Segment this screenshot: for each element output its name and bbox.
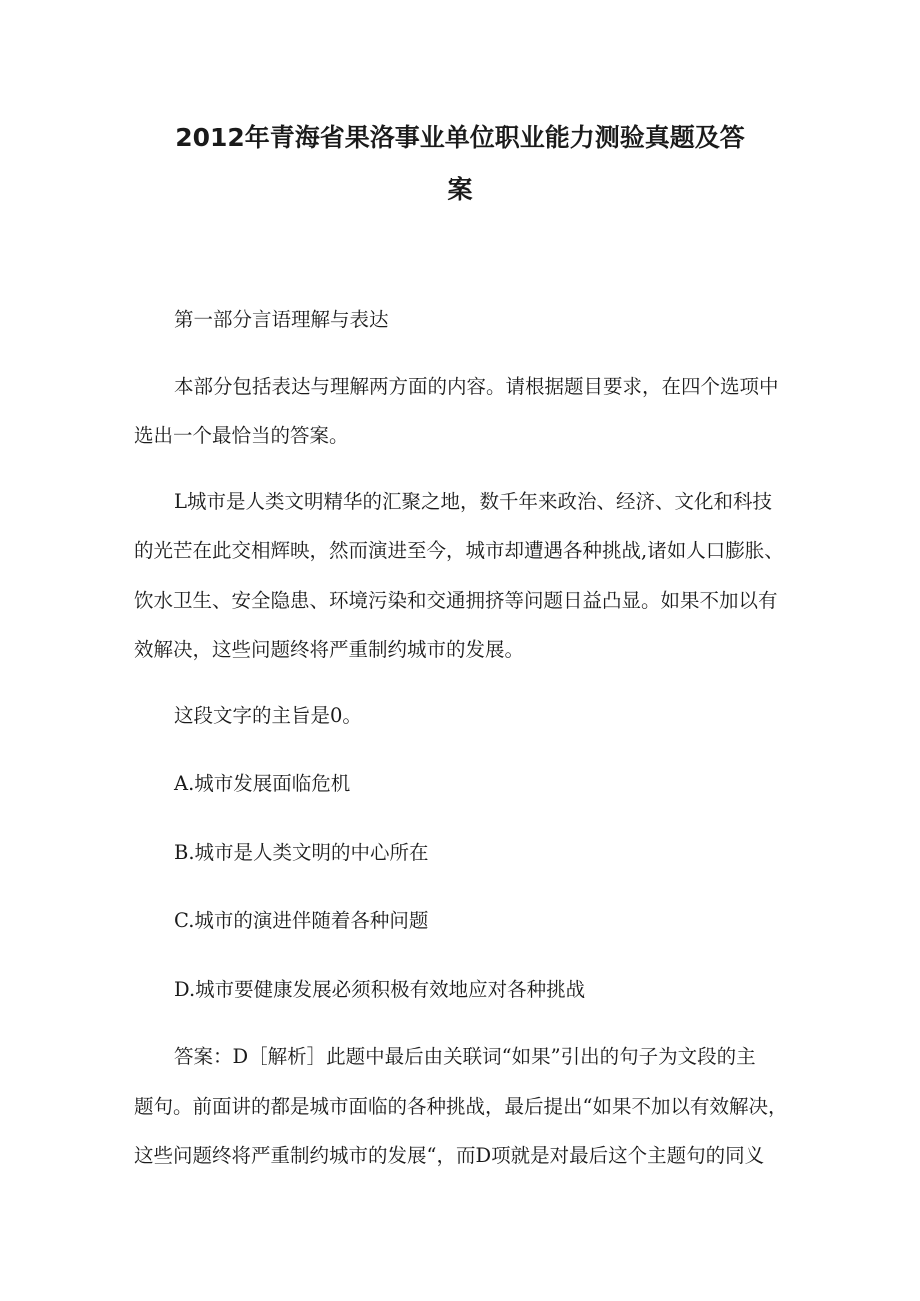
question-prompt: 这段文字的主旨是0。 (174, 704, 362, 727)
passage-line: 饮水卫生、安全隐患、环境污染和交通拥挤等问题日益凸显。如果不加以有 (134, 589, 778, 612)
document-title-line-2: 案 (447, 175, 473, 204)
section-heading: 第一部分言语理解与表达 (174, 308, 389, 331)
document-title-line-1: 2012年青海省果洛事业单位职业能力测验真题及答 (175, 123, 745, 152)
answer-line: 题句。前面讲的都是城市面临的各种挑战，最后提出“如果不加以有效解决， (134, 1095, 788, 1118)
intro-line: 本部分包括表达与理解两方面的内容。请根据题目要求，在四个选项中 (174, 375, 779, 398)
intro-line: 选出一个最恰当的答案。 (134, 424, 349, 447)
option-c: C.城市的演进伴随着各种问题 (174, 909, 429, 932)
answer-line: 答案：D［解析］此题中最后由关联词“如果”引出的句子为文段的主 (174, 1045, 756, 1068)
option-b: B.城市是人类文明的中心所在 (174, 841, 429, 864)
passage-line: 效解决，这些问题终将严重制约城市的发展。 (134, 638, 525, 661)
passage-line: L城市是人类文明精华的汇聚之地，数千年来政治、经济、文化和科技 (174, 490, 772, 513)
passage-line: 的光芒在此交相辉映，然而演进至今，城市却遭遇各种挑战,诸如人口膨胀、 (134, 539, 784, 562)
option-a: A.城市发展面临危机 (174, 772, 351, 795)
answer-line: 这些问题终将严重制约城市的发展“，而D项就是对最后这个主题句的同义 (134, 1144, 765, 1167)
option-d: D.城市要健康发展必须积极有效地应对各种挑战 (174, 978, 586, 1001)
